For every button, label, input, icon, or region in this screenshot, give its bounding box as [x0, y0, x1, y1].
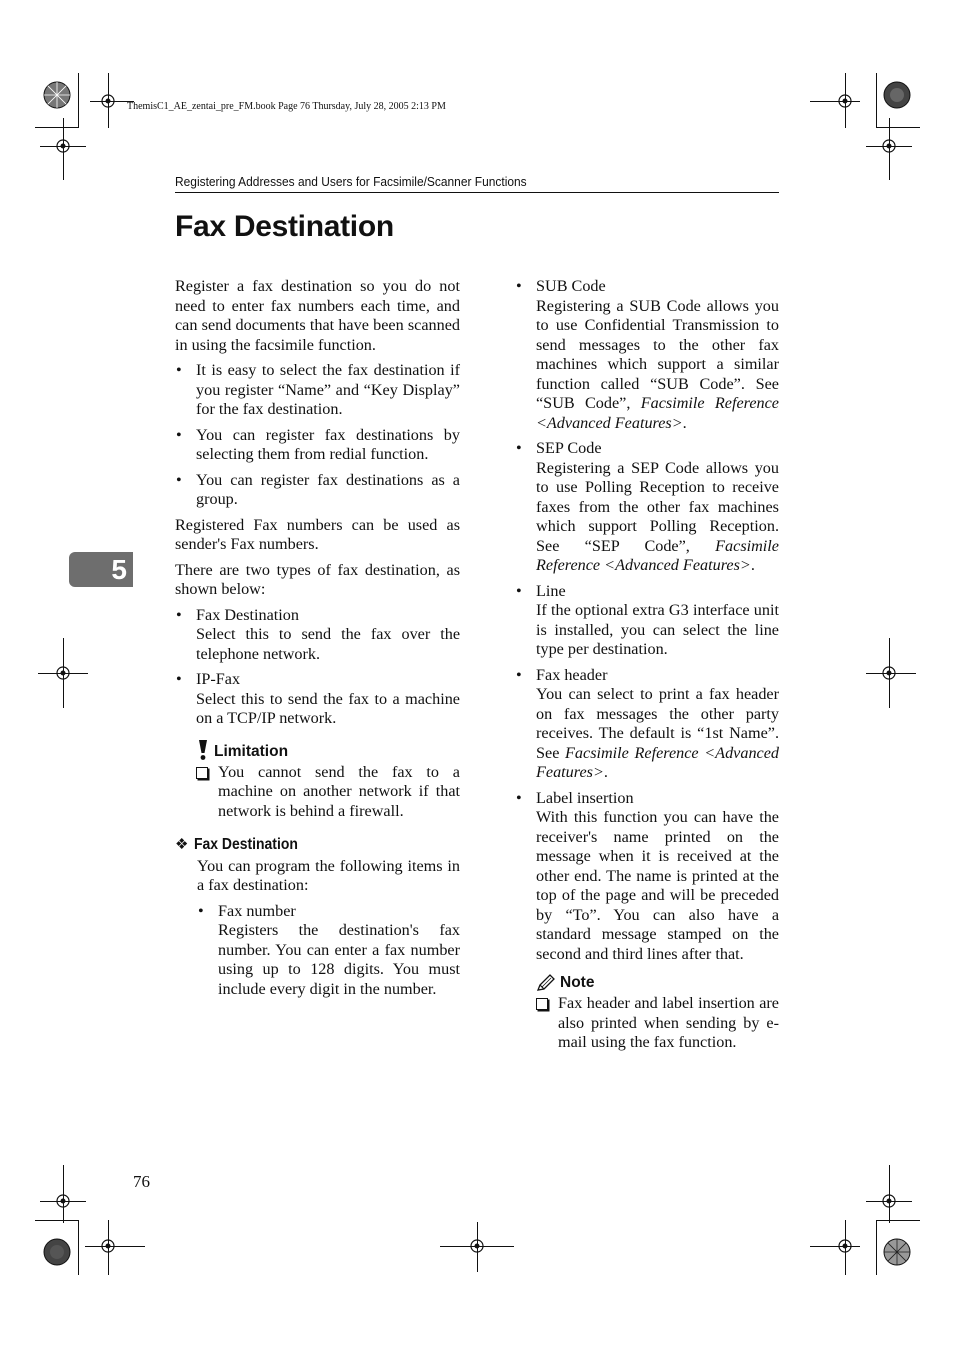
limitation-text: You cannot send the fax to a machine on another network if that network is behind a firewall.	[218, 762, 460, 820]
item-title: • SUB Code	[536, 277, 606, 295]
note-heading	[536, 974, 779, 992]
reference: Facsimile Reference <Advanced Features>	[536, 394, 779, 432]
list-item: • You can register fax destinations by selecting them from redial function.	[175, 426, 460, 465]
registration-target-icon	[52, 662, 74, 684]
section-intro: You can program the following items in a fax destination:	[197, 856, 460, 894]
list-item: • It is easy to select the fax destination if you register “Name” and “Key Display” for the fax destination.	[175, 361, 460, 420]
list-item	[197, 902, 460, 1000]
item-text: Select this to send the fax over the telephone network.	[196, 625, 460, 663]
checkbox-bullet-icon	[536, 998, 548, 1010]
item-text: If the optional extra G3 interface unit is installed, you can select the line type per destination.	[536, 601, 779, 658]
registration-target-icon	[834, 90, 856, 112]
item-title: • SEP Code	[536, 439, 602, 457]
registration-target-icon	[97, 1235, 119, 1257]
list-item: • You can register fax destinations as a group.	[175, 471, 460, 510]
starburst-icon	[43, 81, 71, 109]
intro-paragraph: Register a fax destination so you do not need to enter fax numbers each time, and can send documents that have been scanned in using the facsimile function.	[175, 277, 460, 354]
list-item	[515, 277, 779, 433]
types-list	[175, 606, 460, 729]
registration-target-icon	[834, 1235, 856, 1257]
checkbox-bullet-icon	[196, 767, 208, 779]
note-item	[536, 994, 779, 1053]
limitation-heading	[196, 739, 460, 761]
item-text: Registers the destination's fax number. You can enter a fax number using up to 128 digits. You must include every digit in the number.	[218, 921, 460, 998]
running-head: Registering Addresses and Users for Facsimile/Scanner Functions	[175, 174, 527, 189]
item-title: • Fax header	[536, 665, 608, 684]
item-title: • Line	[536, 581, 566, 600]
registration-target-icon	[878, 1190, 900, 1212]
item-title: • Fax number	[218, 901, 296, 920]
right-column	[515, 277, 779, 1059]
reference: Facsimile Reference <Advanced Features>	[536, 743, 779, 781]
item-text: You can select to print a fax header on fax messages the other party receives. The default is “1st Name”. See Facsimile Reference <Advanced Features>.	[536, 685, 779, 781]
item-title: • Fax Destination	[196, 605, 299, 624]
reference: Facsimile Reference <Advanced Features>	[536, 536, 779, 574]
item-text: Registering a SUB Code allows you to use Confidential Transmission to send messages to the other fax machines which support a similar function called “SUB Code”. See “SUB Code”, Facsimile Reference <Advanced Features>.	[536, 296, 779, 432]
registration-target-icon	[52, 135, 74, 157]
starburst-icon	[883, 81, 911, 109]
section-heading	[175, 835, 460, 855]
limitation-label: Limitation	[214, 742, 289, 760]
registration-target-icon	[97, 90, 119, 112]
registration-target-icon	[878, 135, 900, 157]
item-text: With this function you can have the receiver's name printed on the message when it is received at the other end. The name is printed at the top of the page and will be preceded by “To”. You can also have a standard message stamped on the second and third lines after that.	[536, 808, 779, 963]
pencil-icon	[536, 974, 556, 992]
paragraph: There are two types of fax destination, as shown below:	[175, 560, 460, 598]
intro-bullets	[175, 361, 460, 510]
list-item	[515, 789, 779, 965]
item-title: • Label insertion	[536, 788, 634, 807]
page-title: Fax Destination	[175, 210, 394, 243]
page-number: 76	[133, 1172, 150, 1191]
item-text: Select this to send the fax to a machine on a TCP/IP network.	[196, 689, 460, 727]
registration-target-icon	[466, 1235, 488, 1257]
item-title: • IP-Fax	[196, 670, 241, 688]
section-heading-label: Fax Destination	[194, 836, 299, 853]
item-text: Registering a SEP Code allows you to use Polling Reception to receive faxes from the other fax machines which support Polling Reception. See “SEP Code”, Facsimile Reference <Advanced Features>.	[536, 458, 779, 574]
section-items	[197, 902, 460, 1000]
starburst-icon	[883, 1238, 911, 1266]
chapter-tab: 5	[69, 552, 133, 587]
destination-items	[515, 277, 779, 964]
registration-target-icon	[52, 1190, 74, 1212]
list-item	[175, 670, 460, 729]
header-rule	[175, 192, 779, 193]
list-item	[515, 582, 779, 660]
paragraph: Registered Fax numbers can be used as sender's Fax numbers.	[175, 515, 460, 553]
exclamation-icon	[196, 739, 210, 761]
list-item	[175, 606, 460, 665]
left-column	[175, 277, 460, 1005]
registration-target-icon	[878, 662, 900, 684]
diamond-icon: ❖	[175, 836, 189, 853]
list-item	[515, 666, 779, 783]
starburst-icon	[43, 1238, 71, 1266]
limitation-item	[196, 763, 460, 822]
note-text: Fax header and label insertion are also printed when sending by e-mail using the fax function.	[558, 994, 779, 1051]
file-info: ThemisC1_AE_zentai_pre_FM.book Page 76 Thursday, July 28, 2005 2:13 PM	[127, 101, 446, 112]
list-item	[515, 439, 779, 576]
note-label: Note	[560, 974, 595, 991]
